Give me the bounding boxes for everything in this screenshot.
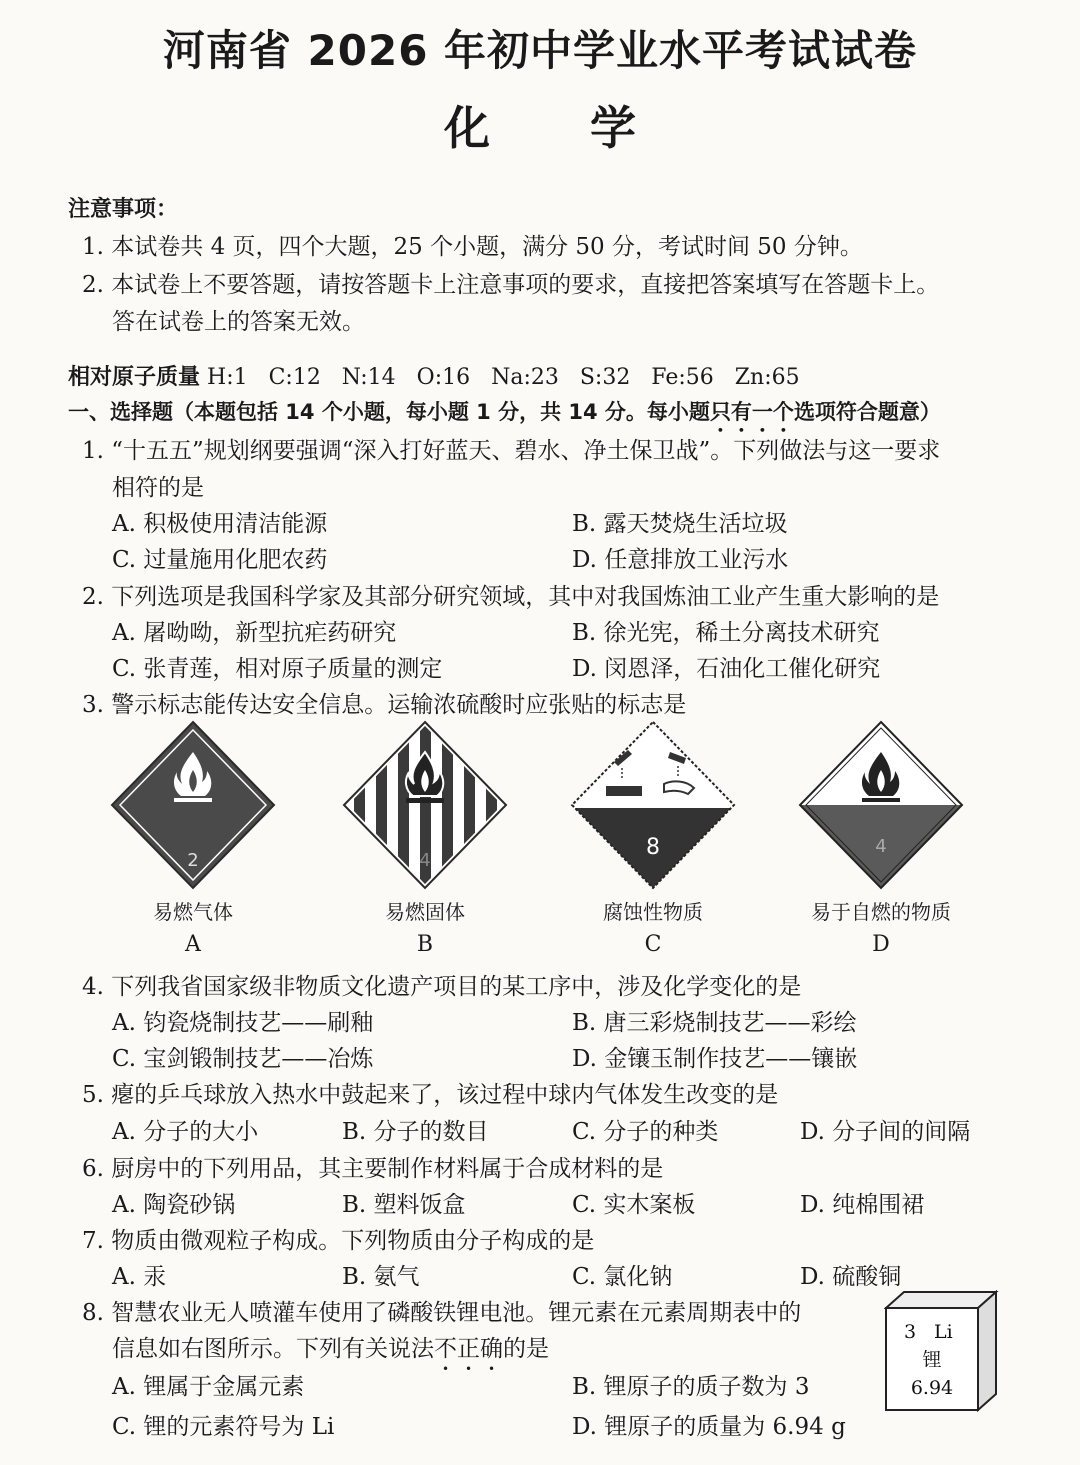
q5-option-c: C. 分子的种类 — [572, 1119, 719, 1145]
q6-option-c: C. 实木案板 — [572, 1192, 696, 1218]
q2-stem: 2. 下列选项是我国科学家及其部分研究领域，其中对我国炼油工业产生重大影响的是 — [82, 584, 940, 610]
q5-stem: 5. 瘪的乒乓球放入热水中鼓起来了，该过程中球内气体发生改变的是 — [82, 1082, 779, 1108]
q6-option-a: A. 陶瓷砂锅 — [112, 1192, 236, 1218]
q7-option-b: B. 氨气 — [342, 1264, 420, 1290]
sign-a-label: 易燃气体 — [153, 900, 233, 924]
q2-option-c: C. 张青莲，相对原子质量的测定 — [112, 656, 443, 682]
sign-d-number: 4 — [875, 836, 887, 857]
sign-c-label: 腐蚀性物质 — [603, 900, 703, 924]
sign-d-label: 易于自燃的物质 — [811, 900, 951, 924]
q1-option-a: A. 积极使用清洁能源 — [112, 511, 328, 537]
q7-option-c: C. 氯化钠 — [572, 1264, 673, 1290]
q7-option-a: A. 汞 — [112, 1264, 167, 1290]
q8-stem-emphasis: 不正确 — [434, 1336, 503, 1362]
q8-option-b: B. 锂原子的质子数为 3 — [572, 1374, 810, 1400]
q1-option-b: B. 露天焚烧生活垃圾 — [572, 511, 788, 537]
sign-b-number: 4 — [419, 850, 431, 871]
notice-item-3: 答在试卷上的答案无效。 — [112, 309, 365, 335]
q2-option-b: B. 徐光宪，稀土分离技术研究 — [572, 620, 880, 646]
atomic-mass-label: 相对原子质量 — [68, 365, 201, 390]
q1-stem-line-1: 1. “十五五”规划纲要强调“深入打好蓝天、碧水、净土保卫战”。下列做法与这一要求 — [82, 438, 941, 464]
sign-b-label: 易燃固体 — [385, 900, 465, 924]
atomic-mass-row — [68, 360, 800, 391]
section-1-heading-emphasis: 只有一个 — [709, 400, 794, 424]
sign-b-letter: B — [416, 932, 434, 957]
q7-option-d: D. 硫酸铜 — [800, 1264, 902, 1290]
q8-option-a: A. 锂属于金属元素 — [112, 1374, 305, 1400]
q1-option-d: D. 任意排放工业污水 — [572, 547, 789, 573]
q8-option-d: D. 锂原子的质量为 6.94 g — [572, 1414, 846, 1440]
element-symbol: Li — [934, 1321, 953, 1343]
section-1-heading — [68, 396, 941, 437]
element-number: 3 — [904, 1321, 917, 1343]
q4-option-b: B. 唐三彩烧制技艺——彩绘 — [572, 1010, 857, 1036]
spontaneous-combustion-sign — [796, 718, 966, 893]
exam-title: 河南省 2026 年初中学业水平考试试卷 — [162, 26, 918, 75]
subject-title: 化学 — [444, 101, 736, 155]
q5-option-b: B. 分子的数目 — [342, 1119, 489, 1145]
q5-option-d: D. 分子间的间隔 — [800, 1119, 971, 1145]
q8-stem-line-2b: 的是 — [503, 1336, 549, 1362]
notice-item-2: 2. 本试卷上不要答题，请按答题卡上注意事项的要求，直接把答案填写在答题卡上。 — [82, 272, 940, 298]
sign-a-letter: A — [185, 932, 201, 957]
sign-c-letter: C — [644, 932, 662, 957]
q6-option-d: D. 纯棉围裙 — [800, 1192, 925, 1218]
q8-stem-line-2a: 信息如右图所示。下列有关说法 — [112, 1336, 434, 1362]
q5-option-a: A. 分子的大小 — [112, 1119, 259, 1145]
notice-heading: 注意事项： — [68, 197, 179, 222]
q3-stem: 3. 警示标志能传达安全信息。运输浓硫酸时应张贴的标志是 — [82, 692, 687, 718]
q2-option-a: A. 屠呦呦，新型抗疟药研究 — [112, 620, 397, 646]
section-1-heading-b: 选项符合题意） — [793, 400, 941, 424]
q4-option-a: A. 钧瓷烧制技艺——刷釉 — [112, 1010, 374, 1036]
notice-item-1: 1. 本试卷共 4 页，四个大题，25 个小题，满分 50 分，考试时间 50 分钟。 — [82, 234, 863, 260]
sign-d-letter: D — [872, 932, 890, 957]
q4-option-d: D. 金镶玉制作技艺——镶嵌 — [572, 1046, 858, 1072]
lithium-element-card — [884, 1290, 999, 1412]
q1-stem-line-2: 相符的是 — [112, 475, 204, 501]
q6-option-b: B. 塑料饭盒 — [342, 1192, 466, 1218]
q8-stem-line-1: 8. 智慧农业无人喷灌车使用了磷酸铁锂电池。锂元素在元素周期表中的 — [82, 1300, 802, 1326]
atomic-mass-values: H:1 C:12 N:14 O:16 Na:23 S:32 Fe:56 Zn:65 — [207, 365, 800, 390]
flammable-gas-sign — [108, 718, 278, 893]
q4-stem: 4. 下列我省国家级非物质文化遗产项目的某工序中，涉及化学变化的是 — [82, 974, 802, 1000]
element-name: 锂 — [922, 1349, 942, 1371]
flammable-solid-sign — [340, 718, 510, 893]
sign-c-number: 8 — [646, 835, 660, 860]
corrosive-sign — [568, 718, 738, 893]
q4-option-c: C. 宝剑锻制技艺——冶炼 — [112, 1046, 374, 1072]
q1-option-c: C. 过量施用化肥农药 — [112, 547, 328, 573]
section-1-heading-a: 一、选择题（本题包括 14 个小题，每小题 1 分，共 14 分。每小题 — [68, 400, 710, 424]
element-mass: 6.94 — [910, 1377, 954, 1399]
q7-stem: 7. 物质由微观粒子构成。下列物质由分子构成的是 — [82, 1228, 595, 1254]
q2-option-d: D. 闵恩泽，石油化工催化研究 — [572, 656, 881, 682]
q8-option-c: C. 锂的元素符号为 Li — [112, 1414, 335, 1440]
sign-a-number: 2 — [187, 850, 199, 871]
q6-stem: 6. 厨房中的下列用品，其主要制作材料属于合成材料的是 — [82, 1156, 664, 1182]
